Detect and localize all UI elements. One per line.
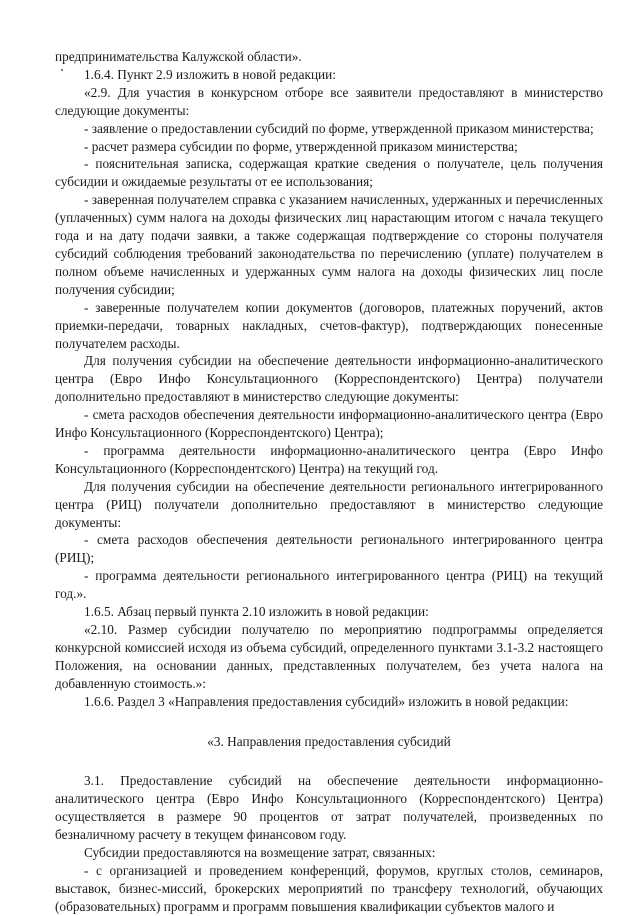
clause-1-6-6: 1.6.6. Раздел 3 «Направления предоставления субсидий» изложить в новой редакции:	[84, 693, 569, 709]
paragraph-eic-requirements: Для получения субсидии на обеспечение деятельности информационно-аналитического центра (Евро Инфо Консультационного (Корреспондентского) Центра) получатели дополнительно предоставляют в министерство следующие документы:	[55, 353, 603, 405]
list-item-eic-estimate: - смета расходов обеспечения деятельности информационно-аналитического центра (Евро Инфо Консультационного (Корреспондентского) Центра);	[55, 407, 603, 441]
clause-2-10: «2.10. Размер субсидии получателю по мероприятию подпрограммы определяется конкурсной комиссией исходя из объема субсидий, определенного пунктами 3.1-3.2 настоящего Положения, на основании данных, представленных получателем, без учета налога на добавленную стоимость.»:	[55, 622, 603, 691]
list-item-document-copies: - заверенные получателем копии документов (договоров, платежных поручений, актов приемки-передачи, товарных накладных, счетов-фактур), подтверждающих понесенные получателем расходы.	[55, 299, 603, 351]
list-item-events: - с организацией и проведением конференций, форумов, круглых столов, семинаров, выставок, бизнес-миссий, брокерских мероприятий по трансферу технологий, обучающих (образовательных) программ и программ повышения квалификации субъектов малого и	[55, 862, 603, 914]
list-item-application: - заявление о предоставлении субсидий по форме, утвержденной приказом министерства;	[84, 120, 594, 136]
list-item-ric-program: - программа деятельности регионального интегрированного центра (РИЦ) на текущий год.».	[55, 568, 603, 602]
list-item-eic-program: - программа деятельности информационно-аналитического центра (Евро Инфо Консультационного (Корреспондентского) Центра) на текущий год.	[55, 442, 603, 476]
paragraph-continuation: предпринимательства Калужской области».	[55, 49, 302, 64]
clause-1-6-4: 1.6.4. Пункт 2.9 изложить в новой редакции:	[84, 66, 336, 82]
paragraph-ric-requirements: Для получения субсидии на обеспечение деятельности регионального интегрированного центра (РИЦ) получатели дополнительно предоставляют в министерство следующие документы:	[55, 478, 603, 530]
clause-3-1: 3.1. Предоставление субсидий на обеспечение деятельности информационно-аналитического центра (Евро Инфо Консультационного (Корреспондентского) Центра) осуществляется в размере 90 процентов от затрат получателей, произведенных по безналичному расчету в текущем финансовом году.	[55, 773, 603, 843]
clause-1-6-5: 1.6.5. Абзац первый пункта 2.10 изложить в новой редакции:	[84, 604, 429, 620]
list-item-ric-estimate: - смета расходов обеспечения деятельности регионального интегрированного центра (РИЦ);	[55, 532, 603, 566]
list-item-tax-certificate: - заверенная получателем справка с указанием начисленных, удержанных и перечисленных (уплаченных) сумм налога на доходы физических лиц нарастающим итогом с начала текущего года и на дату подачи заявки, а также содержащая подтверждение со стороны получателя субсидий соблюдения требований законодательства по перечислению (уплате) получателем в полном объеме начисленных и удержанных сумм налога на доходы физических лиц после получения субсидии;	[55, 192, 603, 297]
clause-2-9-intro: «2.9. Для участия в конкурсном отборе все заявители предоставляют в министерство следующие документы:	[55, 84, 603, 118]
section-heading: «3. Направления предоставления субсидий	[207, 733, 451, 749]
list-item-calculation: - расчет размера субсидии по форме, утвержденной приказом министерства;	[84, 138, 518, 154]
paragraph-subsidy-purposes: Субсидии предоставляются на возмещение затрат, связанных:	[84, 845, 436, 861]
document-body	[55, 48, 603, 916]
list-item-explanatory-note: - пояснительная записка, содержащая краткие сведения о получателе, цель получения субсидии и ожидаемые результаты от ее использования;	[55, 156, 603, 190]
